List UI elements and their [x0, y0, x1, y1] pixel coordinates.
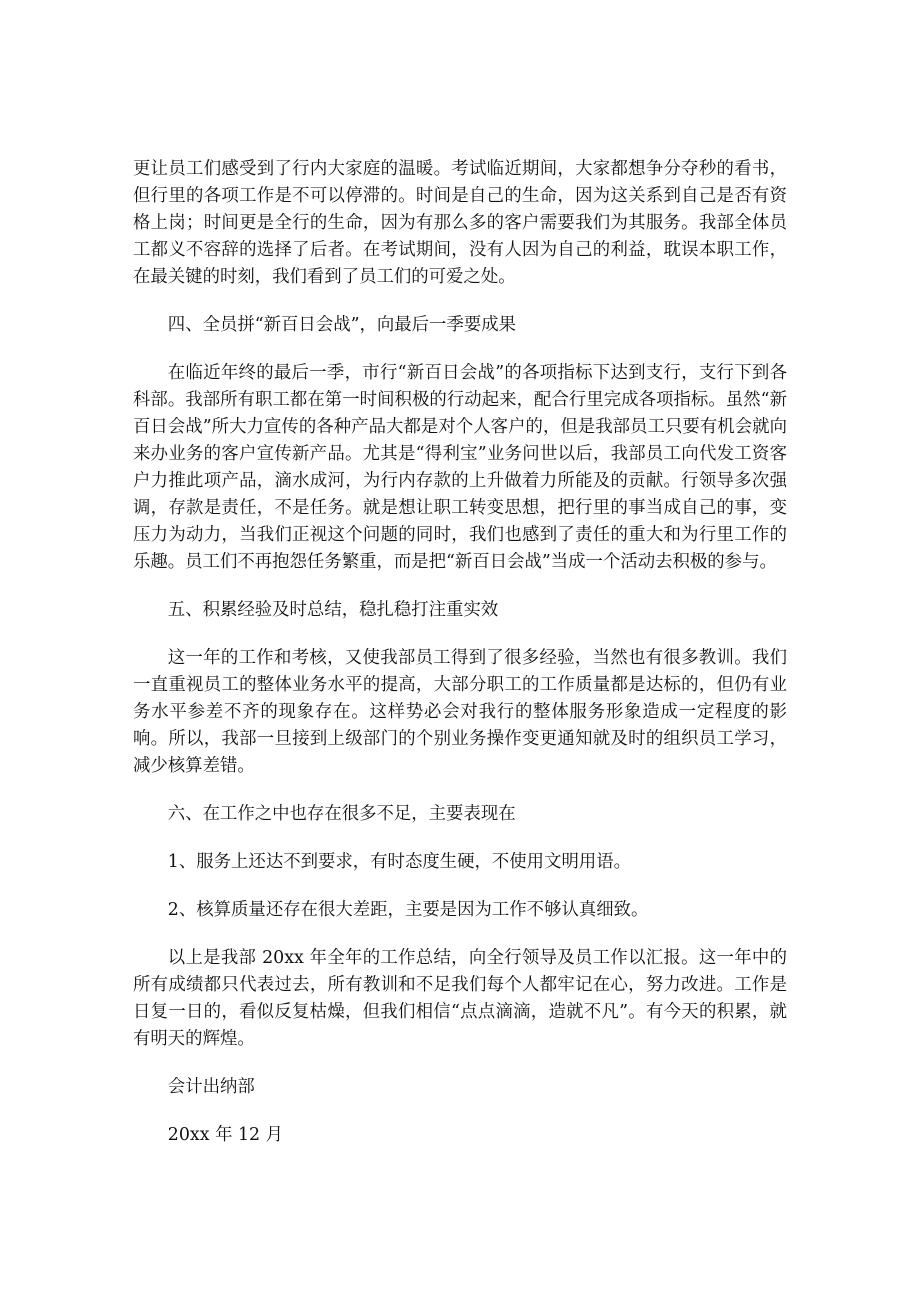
- signature-department: 会计出纳部: [167, 1077, 255, 1097]
- paragraph-conclusion: 以上是我部 20xx 年全年的工作总结，向全行领导及员工作以汇报。这一年中的所有成绩都只代表过去，所有教训和不足我们每个人都牢记在心，努力改进。工作是日复一日的，看似反复枯燥，但我们相信“点点滴滴，造就不凡”。有今天的积累，就有明天的辉煌。: [133, 948, 787, 1049]
- document-body: [133, 156, 787, 1149]
- paragraph-hundred-day-campaign: 在临近年终的最后一季，市行“新百日会战”的各项指标下达到支行，支行下到各科部。我部所有职工都在第一时间积极的行动起来，配合行里完成各项指标。虽然“新百日会战”所大力宣传的各种产品大都是对个人客户的，但是我部员工只要有机会就向来办业务的客户宣传新产品。尤其是“得利宝”业务问世以后，我部员工向代发工资客户力推此项产品，滴水成河，为行内存款的上升做着力所能及的贡献。行领导多次强调，存款是责任，不是任务。就是想让职工转变思想，把行里的事当成自己的事，变压力为动力，当我们正视这个问题的同时，我们也感到了责任的重大和为行里工作的乐趣。员工们不再抱怨任务繁重，而是把“新百日会战”当成一个活动去积极的参与。: [133, 363, 787, 572]
- signature-date: 20xx 年 12 月: [167, 1125, 284, 1145]
- paragraph-team-spirit: 更让员工们感受到了行内大家庭的温暖。考试临近期间，大家都想争分夺秒的看书，但行里的各项工作是不可以停滞的。时间是自己的生命，因为这关系到自己是否有资格上岗；时间更是全行的生命，因为有那么多的客户需要我们为其服务。我部全体员工都义不容辞的选择了后者。在考试期间，没有人因为自己的利益，耽误本职工作，在最关键的时刻，我们看到了员工们的可爱之处。: [133, 159, 787, 287]
- list-item-accounting-quality: 2、核算质量还存在很大差距，主要是因为工作不够认真细致。: [167, 900, 649, 920]
- heading-section-six: 六、在工作之中也存在很多不足，主要表现在: [167, 804, 516, 824]
- heading-section-four: 四、全员拼“新百日会战”，向最后一季要成果: [167, 315, 517, 335]
- paragraph-experience-summary: 这一年的工作和考核，又使我部员工得到了很多经验，当然也有很多教训。我们一直重视员工的整体业务水平的提高，大部分职工的工作质量都是达标的，但仍有业务水平参差不齐的现象存在。这样势必会对我行的整体服务形象造成一定程度的影响。所以，我部一旦接到上级部门的个别业务操作变更通知就及时的组织员工学习，减少核算差错。: [133, 648, 787, 776]
- list-item-service: 1、服务上还达不到要求，有时态度生硬，不使用文明用语。: [167, 852, 632, 872]
- heading-section-five: 五、积累经验及时总结，稳扎稳打注重实效: [167, 600, 499, 620]
